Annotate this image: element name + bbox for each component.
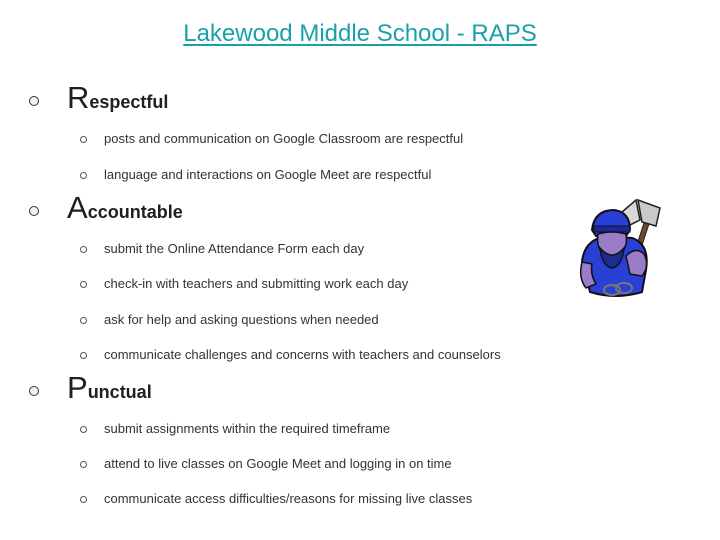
list-item <box>0 166 560 186</box>
list-item <box>0 455 560 475</box>
sub-bullet <box>80 136 87 143</box>
list-item <box>0 420 560 440</box>
sub-bullet <box>80 352 87 359</box>
list-item-text: posts and communication on Google Classroom are respectful <box>104 131 464 146</box>
section-heading-initial: A <box>67 190 88 225</box>
sub-bullet <box>80 496 87 503</box>
section-bullet <box>29 386 39 396</box>
sub-bullet <box>80 426 87 433</box>
list-item <box>0 275 560 295</box>
sub-bullet <box>80 461 87 468</box>
section-heading-rest: espectful <box>89 92 169 112</box>
list-item <box>0 346 560 366</box>
page-title: Lakewood Middle School - RAPS <box>183 20 537 47</box>
list-item-text: communicate challenges and concerns with teachers and counselors <box>104 347 501 362</box>
list-item-text: language and interactions on Google Meet are respectful <box>104 167 432 182</box>
sub-bullet <box>80 281 87 288</box>
sub-bullet <box>80 246 87 253</box>
sub-bullet <box>80 172 87 179</box>
section-bullet <box>29 96 39 106</box>
section-heading <box>67 370 152 410</box>
section-heading-rest: ccountable <box>87 202 183 222</box>
list-item-text: submit the Online Attendance Form each day <box>104 241 365 256</box>
list-item-text: attend to live classes on Google Meet and logging in on time <box>104 456 452 471</box>
list-item-text: check-in with teachers and submitting work each day <box>104 276 409 291</box>
list-item-text: communicate access difficulties/reasons for missing live classes <box>104 491 473 506</box>
viking-mascot-image <box>576 196 668 302</box>
section-heading <box>67 190 183 230</box>
list-item <box>0 240 560 260</box>
section-heading <box>67 80 168 120</box>
list-item <box>0 490 560 510</box>
list-item-text: submit assignments within the required timeframe <box>104 421 391 436</box>
section-heading-initial: R <box>67 80 90 115</box>
section-bullet <box>29 206 39 216</box>
sub-bullet <box>80 317 87 324</box>
section-heading-initial: P <box>67 370 88 405</box>
list-item <box>0 130 560 150</box>
list-item-text: ask for help and asking questions when needed <box>104 312 379 327</box>
section-heading-rest: unctual <box>87 382 152 402</box>
list-item <box>0 311 560 331</box>
